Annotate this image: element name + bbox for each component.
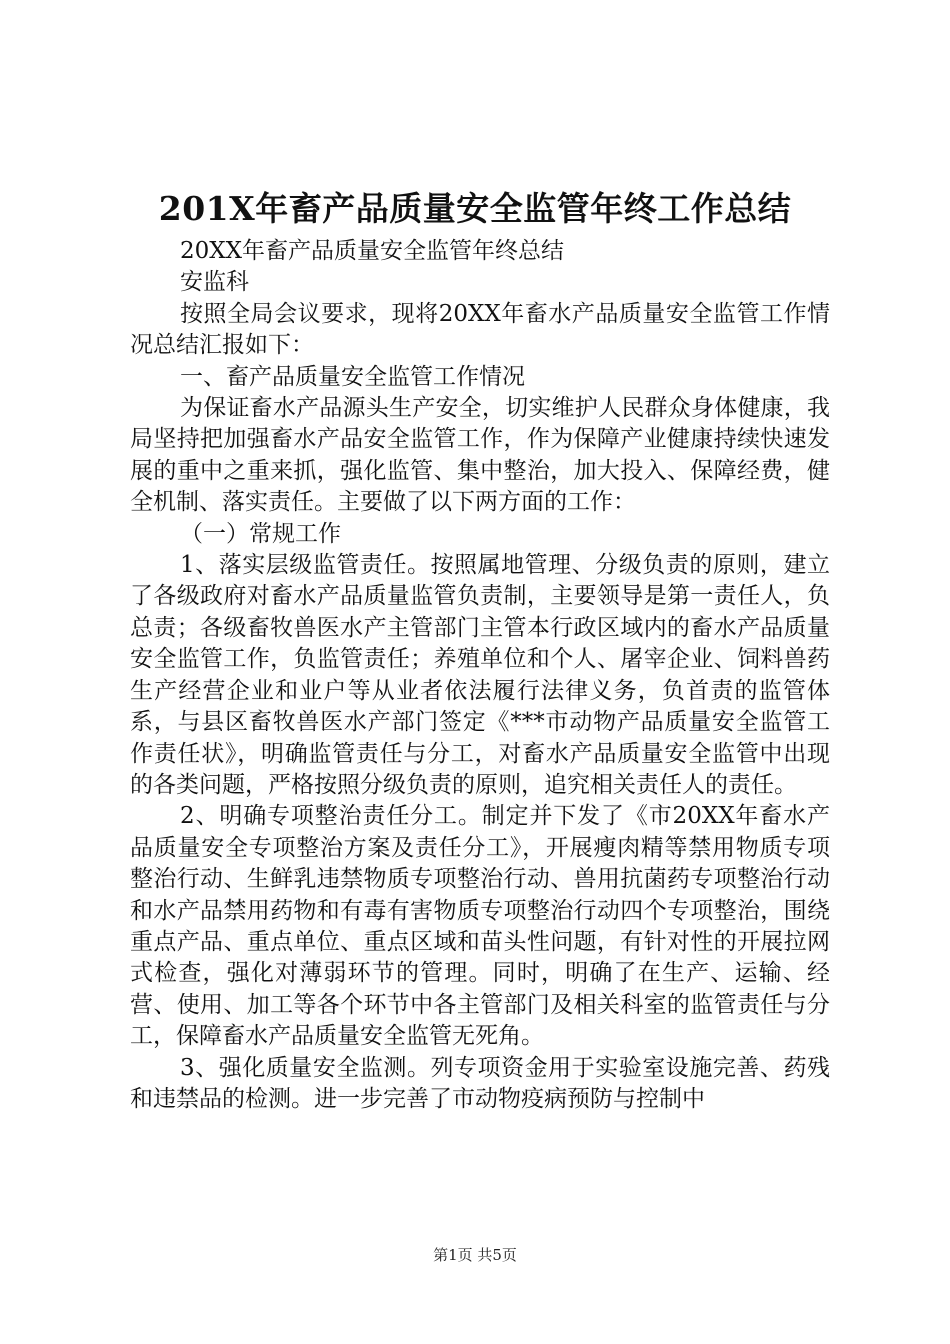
- body-paragraph: 为保证畜水产品源头生产安全，切实维护人民群众身体健康，我局坚持把加强畜水产品安全监管工作，作为保障产业健康持续快速发展的重中之重来抓，强化监管、集中整治，加大投入、保障经费，健全机制、落实责任。主要做了以下两方面的工作：: [130, 395, 830, 516]
- document-title: 201X年畜产品质量安全监管年终工作总结: [158, 189, 792, 228]
- subtitle-line: 20XX年畜产品质量安全监管年终总结: [180, 238, 565, 264]
- body-paragraph: 2、明确专项整治责任分工。制定并下发了《市20XX年畜水产品质量安全专项整治方案及责任分工》，开展瘦肉精等禁用物质专项整治行动、生鲜乳违禁物质专项整治行动、兽用抗菌药专项整治行动和水产品禁用药物和有毒有害物质专项整治行动四个专项整治，围绕重点产品、重点单位、重点区域和苗头性问题，有针对性的开展拉网式检查，强化对薄弱环节的管理。同时，明确了在生产、运输、经营、使用、加工等各个环节中各主管部门及相关科室的监管责任与分工，保障畜水产品质量安全监管无死角。: [130, 803, 830, 1050]
- department-line: 安监科: [180, 269, 249, 296]
- body-paragraph: 1、落实层级监管责任。按照属地管理、分级负责的原则，建立了各级政府对畜水产品质量监管负责制，主要领导是第一责任人，负总责；各级畜牧兽医水产主管部门主管本行政区域内的畜水产品质量安全监管工作，负监管责任；养殖单位和个人、屠宰企业、饲料兽药生产经营企业和业户等从业者依法履行法律义务，负首责的监管体系，与县区畜牧兽医水产部门签定《***市动物产品质量安全监管工作责任状》，明确监管责任与分工，对畜水产品质量安全监管中出现的各类问题，严格按照分级负责的原则，追究相关责任人的责任。: [130, 552, 830, 798]
- page-number-footer: 第1页 共5页: [433, 1246, 517, 1264]
- subsection-heading: （一）常规工作: [180, 520, 341, 547]
- intro-paragraph: 按照全局会议要求，现将20XX年畜水产品质量安全监管工作情况总结汇报如下：: [130, 300, 830, 359]
- section-heading: 一、畜产品质量安全监管工作情况: [180, 363, 525, 390]
- body-paragraph: 3、强化质量安全监测。列专项资金用于实验室设施完善、药残和违禁品的检测。进一步完善了市动物疫病预防与控制中: [130, 1054, 830, 1112]
- document-body: [130, 236, 830, 1115]
